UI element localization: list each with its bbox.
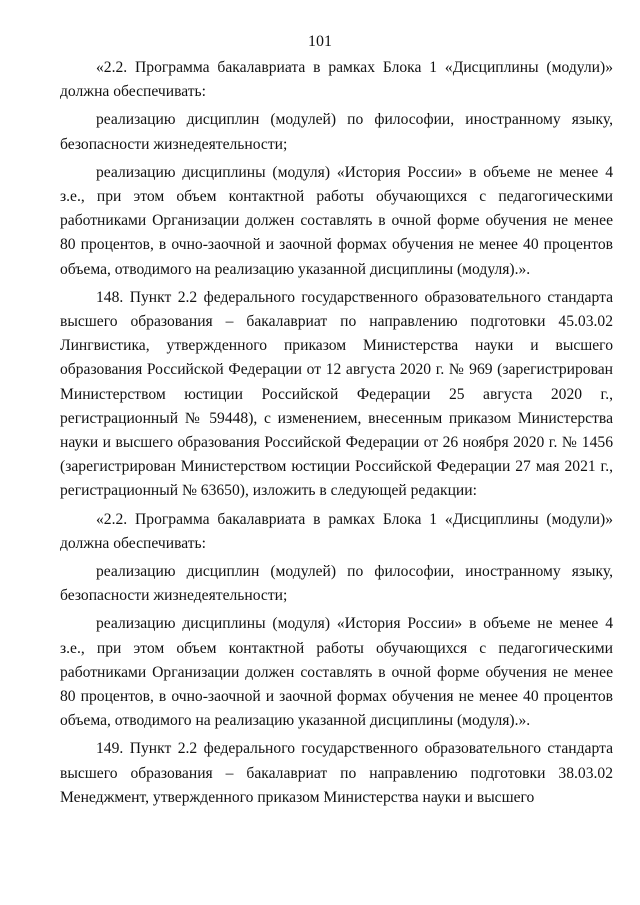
paragraph-disciplines-2: реализацию дисциплин (модулей) по философии, иностранному языку, безопасности жизнедеятельности; [60, 563, 613, 605]
paragraph-quote-intro-2: «2.2. Программа бакалавриата в рамках Блока 1 «Дисциплины (модули)» должна обеспечивать: [60, 510, 613, 552]
page-number: 101 [308, 33, 332, 50]
document-body [60, 56, 613, 814]
paragraph-history-russia-2: реализацию дисциплины (модуля) «История России» в объеме не менее 4 з.е., при этом объем контактной работы обучающихся с педагогическими работниками Организации должен составлять в очной форме обучения не менее 80 процентов, в очно-заочной и заочной формах обучения не менее 40 процентов объема, отводимого на реализацию указанной дисциплины (модуля).». [60, 615, 613, 730]
paragraph-history-russia: реализацию дисциплины (модуля) «История России» в объеме не менее 4 з.е., при этом объем контактной работы обучающихся с педагогическими работниками Организации должен составлять в очной форме обучения не менее 80 процентов, в очно-заочной и заочной формах обучения не менее 40 процентов объема, отводимого на реализацию указанной дисциплины (модуля).». [60, 163, 613, 278]
paragraph-quote-intro: «2.2. Программа бакалавриата в рамках Блока 1 «Дисциплины (модули)» должна обеспечивать: [60, 59, 613, 101]
paragraph-item-148: 148. Пункт 2.2 федерального государственного образовательного стандарта высшего образования – бакалавриат по направлению подготовки 45.03.02 Лингвистика, утвержденного приказом Министерства науки и высшего образования Российской Федерации от 12 августа 2020 г. № 969 (зарегистрирован Министерством юстиции Российской Федерации 25 августа 2020 г., регистрационный № 59448), с изменением, внесенным приказом Министерства науки и высшего образования Российской Федерации от 26 ноября 2020 г. № 1456 (зарегистрирован Министерством юстиции Российской Федерации 27 мая 2021 г., регистрационный № 63650), изложить в следующей редакции: [60, 288, 613, 500]
paragraph-disciplines: реализацию дисциплин (модулей) по философии, иностранному языку, безопасности жизнедеятельности; [60, 111, 613, 153]
paragraph-item-149: 149. Пункт 2.2 федерального государственного образовательного стандарта высшего образования – бакалавриат по направлению подготовки 38.03.02 Менеджмент, утвержденного приказом Министерства науки и высшего [60, 740, 613, 806]
